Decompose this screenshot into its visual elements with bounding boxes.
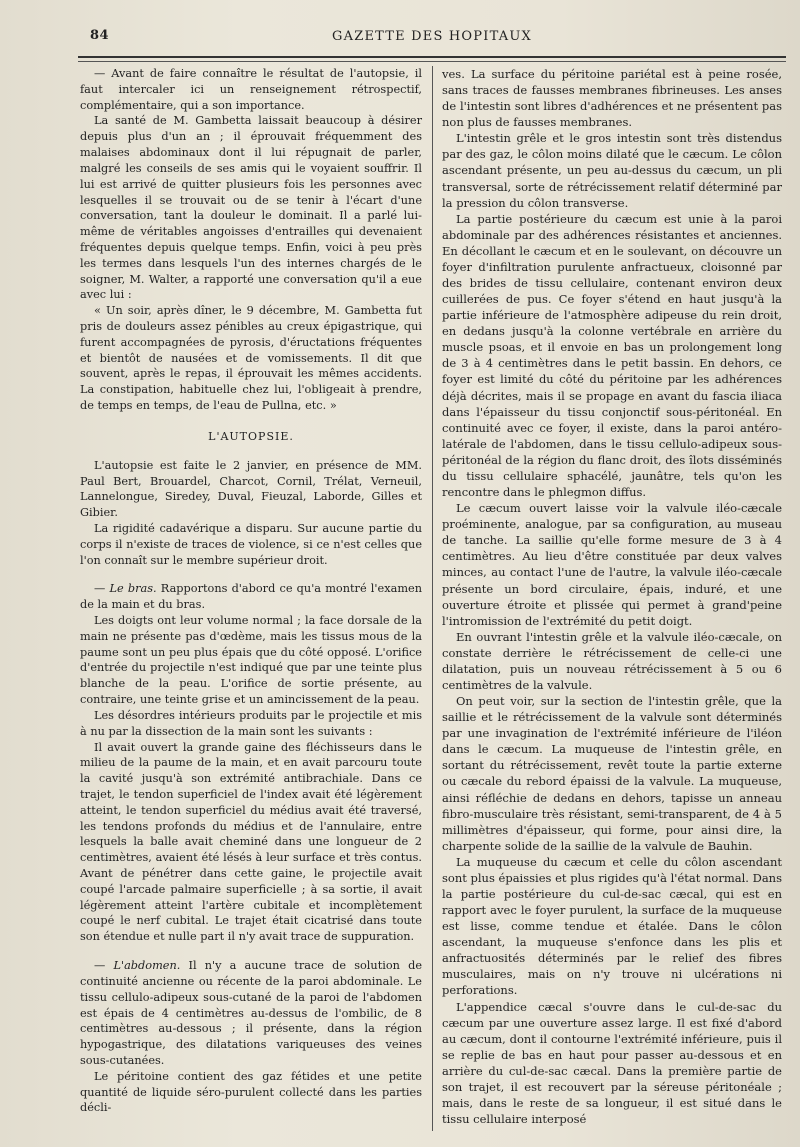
paragraph: La rigidité cadavérique a disparu. Sur aucune partie du corps il n'existe de traces de violence, si ce n'est celles que l'on connaît sur le membre supérieur droit.: [80, 521, 422, 567]
paragraph: La partie postérieure du cæcum est unie à la paroi abdominale par des adhérences résistantes et anciennes. En décollant le cæcum et en le soulevant, on découvre un foyer d'infiltration purulente anfractueux, cloisonné par des brides de tissu cellulaire, contenant environ deux cuillerées de pus. Ce foyer s'étend en haut jusqu'à la partie inférieure de l'atmosphère adipeuse du rein droit, en dedans jusqu'à la colonne vertébrale en arrière du muscle psoas, et il envoie en bas un prolongement long de 3 à 4 centimètres dans le petit bassin. En dehors, ce foyer est limité du côté du péritoine par les adhérences déjà décrites, mais il se propage en avant du fascia iliaca dans l'épaisseur du tissu conjonctif sous-péritonéal. En continuité avec ce foyer, il existe, dans la paroi antéro-latérale de l'abdomen, dans le tissu cellulo-adipeux sous-péritonéal de la région du flanc droit, des îlots disséminés du tissu cellulaire sphacélé, jaunâtre, tels qu'on les rencontre dans le phlegmon diffus.: [442, 211, 782, 500]
section-heading-text: L'AUTOPSIE.: [208, 429, 294, 443]
column-divider: [432, 66, 433, 1131]
page-number: 84: [90, 28, 110, 43]
dash: —: [94, 582, 110, 596]
subsection-paragraph: [80, 958, 422, 1069]
subsection-text: Il n'y a aucune trace de solution de continuité ancienne ou récente de la paroi abdominale. Le tissu cellulo-adipeux sous-cutané de la paroi de l'abdomen est épais de 4 centimètres au-dessus de l'ombilic, de 8 centimètres au-dessous ; il présente, dans la région hypogastrique, des dilatations variqueuses des veines sous-cutanées.: [80, 959, 423, 1067]
paragraph: En ouvrant l'intestin grêle et la valvule iléo-cæcale, on constate derrière le rétrécissement de celle-ci une dilatation, puis un nouveau rétrécissement à 5 ou 6 centimètres de la valvule.: [442, 629, 782, 692]
paragraph: La muqueuse du cæcum et celle du côlon ascendant sont plus épaissies et plus rigides qu'à l'état normal. Dans la partie postérieure du cul-de-sac cæcal, qui est en rapport avec le foyer purulent, la surface de la muqueuse est lisse, comme tendue et étalée. Dans le côlon ascendant, la muqueuse s'enfonce dans les plis et anfractuosités déterminés par le relief des fibres musculaires, mais on n'y trouve ni ulcérations ni perforations.: [442, 854, 782, 998]
dash: —: [94, 959, 114, 973]
paragraph: — Avant de faire connaître le résultat de l'autopsie, il faut intercaler ici un renseignement rétrospectif, complémentaire, qui a son importance.: [80, 67, 422, 112]
subsection-paragraph: [80, 581, 422, 613]
paragraph: Les désordres intérieurs produits par le projectile et mis à nu par la dissection de la main sont les suivants :: [80, 708, 422, 738]
subsection-text: Rapportons d'abord ce qu'a montré l'examen de la main et du bras.: [80, 582, 422, 612]
subsection-label: Le bras.: [109, 582, 157, 596]
page-header: [78, 28, 786, 50]
quoted-paragraph: « Un soir, après dîner, le 9 décembre, M. Gambetta fut pris de douleurs assez pénibles au creux épigastrique, qui furent accompagnées de pyrosis, d'éructations fréquentes et bientôt de nausées et de vomissements. Il dit que souvent, après le repas, il éprouvait les mêmes accidents. La constipation, habituelle chez lui, l'obligeait à prendre, de temps en temps, de l'eau de Pullna, etc. »: [80, 304, 422, 413]
header-rule-thin: [78, 61, 786, 62]
paragraph: Il avait ouvert la grande gaine des fléchisseurs dans le milieu de la paume de la main, et en avait parcouru toute la cavité jusqu'à son extrémité antibrachiale. Dans ce trajet, le tendon superficiel de l'index avait été légèrement atteint, le tendon superficiel du médius avait été traversé, les tendons profonds du médius et de l'annulaire, entre lesquels la balle avait cheminé dans une longueur de 2 centimètres, avaient été lésés à leur surface et très contus. Avant de pénétrer dans cette gaine, le projectile avait coupé l'arcade palmaire superficielle ; à sa sortie, il avait légèrement atteint l'artère cubitale et incomplètement coupé le nerf cubital. Le trajet était cicatrisé dans toute son étendue et nulle part il n'y avait trace de suppuration.: [80, 740, 422, 944]
right-column: [442, 66, 782, 1127]
section-heading: [80, 429, 422, 445]
paragraph: ves. La surface du péritoine pariétal est à peine rosée, sans traces de fausses membranes fibrineuses. Les anses de l'intestin sont libres d'adhérences et ne présentent pas non plus de fausses membranes.: [442, 67, 782, 130]
paragraph: L'appendice cæcal s'ouvre dans le cul-de-sac du cæcum par une ouverture assez large. Il est fixé d'abord au cæcum, dont il contourne l'extrémité inférieure, puis il se replie de bas en haut pour passer au-dessous et en arrière du cul-de-sac cæcal. Dans la première partie de son trajet, il est recouvert par la séreuse péritonéale ; mais, dans le reste de sa longueur, il est situé dans le tissu cellulaire interposé: [442, 999, 782, 1127]
paragraph: L'intestin grêle et le gros intestin sont très distendus par des gaz, le côlon moins dilaté que le cæcum. Le côlon ascendant présente, un peu au-dessus du cæcum, un pli transversal, sorte de rétrécissement relatif déterminé par la pression du côlon transverse.: [442, 131, 782, 210]
paragraph: Les doigts ont leur volume normal ; la face dorsale de la main ne présente pas d'œdème, mais les tissus mous de la paume sont un peu plus épais que du côté opposé. L'orifice d'entrée du projectile n'est indiqué que par une teinte plus blanche de la peau. L'orifice de sortie présente, au contraire, une teinte grise et un amincissement de la peau.: [80, 614, 422, 707]
paragraph: On peut voir, sur la section de l'intestin grêle, que la saillie et le rétrécissement de la valvule sont déterminés par une invagination de l'extrémité inférieure de l'iléon dans le cæcum. La muqueuse de l'intestin grêle, en sortant du rétrécissement, revêt toute la partie externe ou cæcale du rebord épaissi de la valvule. La muqueuse, ainsi réfléchie de dedans en dehors, tapisse un anneau fibro-musculaire très résistant, semi-transparent, de 4 à 5 millimètres d'épaisseur, qui forme, pour ainsi dire, la charpente solide de la saillie de la valvule de Bauhin.: [442, 694, 782, 853]
left-column: [80, 66, 422, 1116]
paragraph: Le péritoine contient des gaz fétides et une petite quantité de liquide séro-purulent collecté dans les parties décli-: [80, 1069, 422, 1115]
journal-title: GAZETTE DES HOPITAUX: [332, 29, 532, 44]
header-rule-thick: [78, 56, 786, 58]
paragraph: La santé de M. Gambetta laissait beaucoup à désirer depuis plus d'un an ; il éprouvait fréquemment des malaises abdominaux dont il lui répugnait de parler, malgré les conseils de ses amis qui le voyaient souffrir. Il lui est arrivé de quitter plusieurs fois les personnes avec lesquelles il se trouvait ou de se tenir à l'écart d'une conversation, tant la douleur le dominait. Il a parlé lui-même de véritables angoisses d'entrailles qui devenaient fréquentes depuis quelque temps. Enfin, voici à peu près les termes dans lesquels l'un des internes chargés de le soigner, M. Walter, a rapporté une conversation qu'il a eue avec lui :: [80, 114, 422, 302]
subsection-label: L'abdomen.: [113, 959, 181, 973]
paragraph: L'autopsie est faite le 2 janvier, en présence de MM. Paul Bert, Brouardel, Charcot, Cornil, Trélat, Verneuil, Lannelongue, Siredey, Duval, Fieuzal, Laborde, Gilles et Gibier.: [80, 458, 422, 520]
paragraph: Le cæcum ouvert laisse voir la valvule iléo-cæcale proéminente, analogue, par sa configuration, au museau de tanche. La saillie qu'elle forme mesure de 3 à 4 centimètres. Au lieu d'être constituée par deux valves minces, au contact l'une de l'autre, la valvule iléo-cæcale présente un bord circulaire, épais, induré, et une ouverture étroite et plissée qui permet à grand'peine l'intromission de l'extrémité du petit doigt.: [442, 501, 782, 628]
